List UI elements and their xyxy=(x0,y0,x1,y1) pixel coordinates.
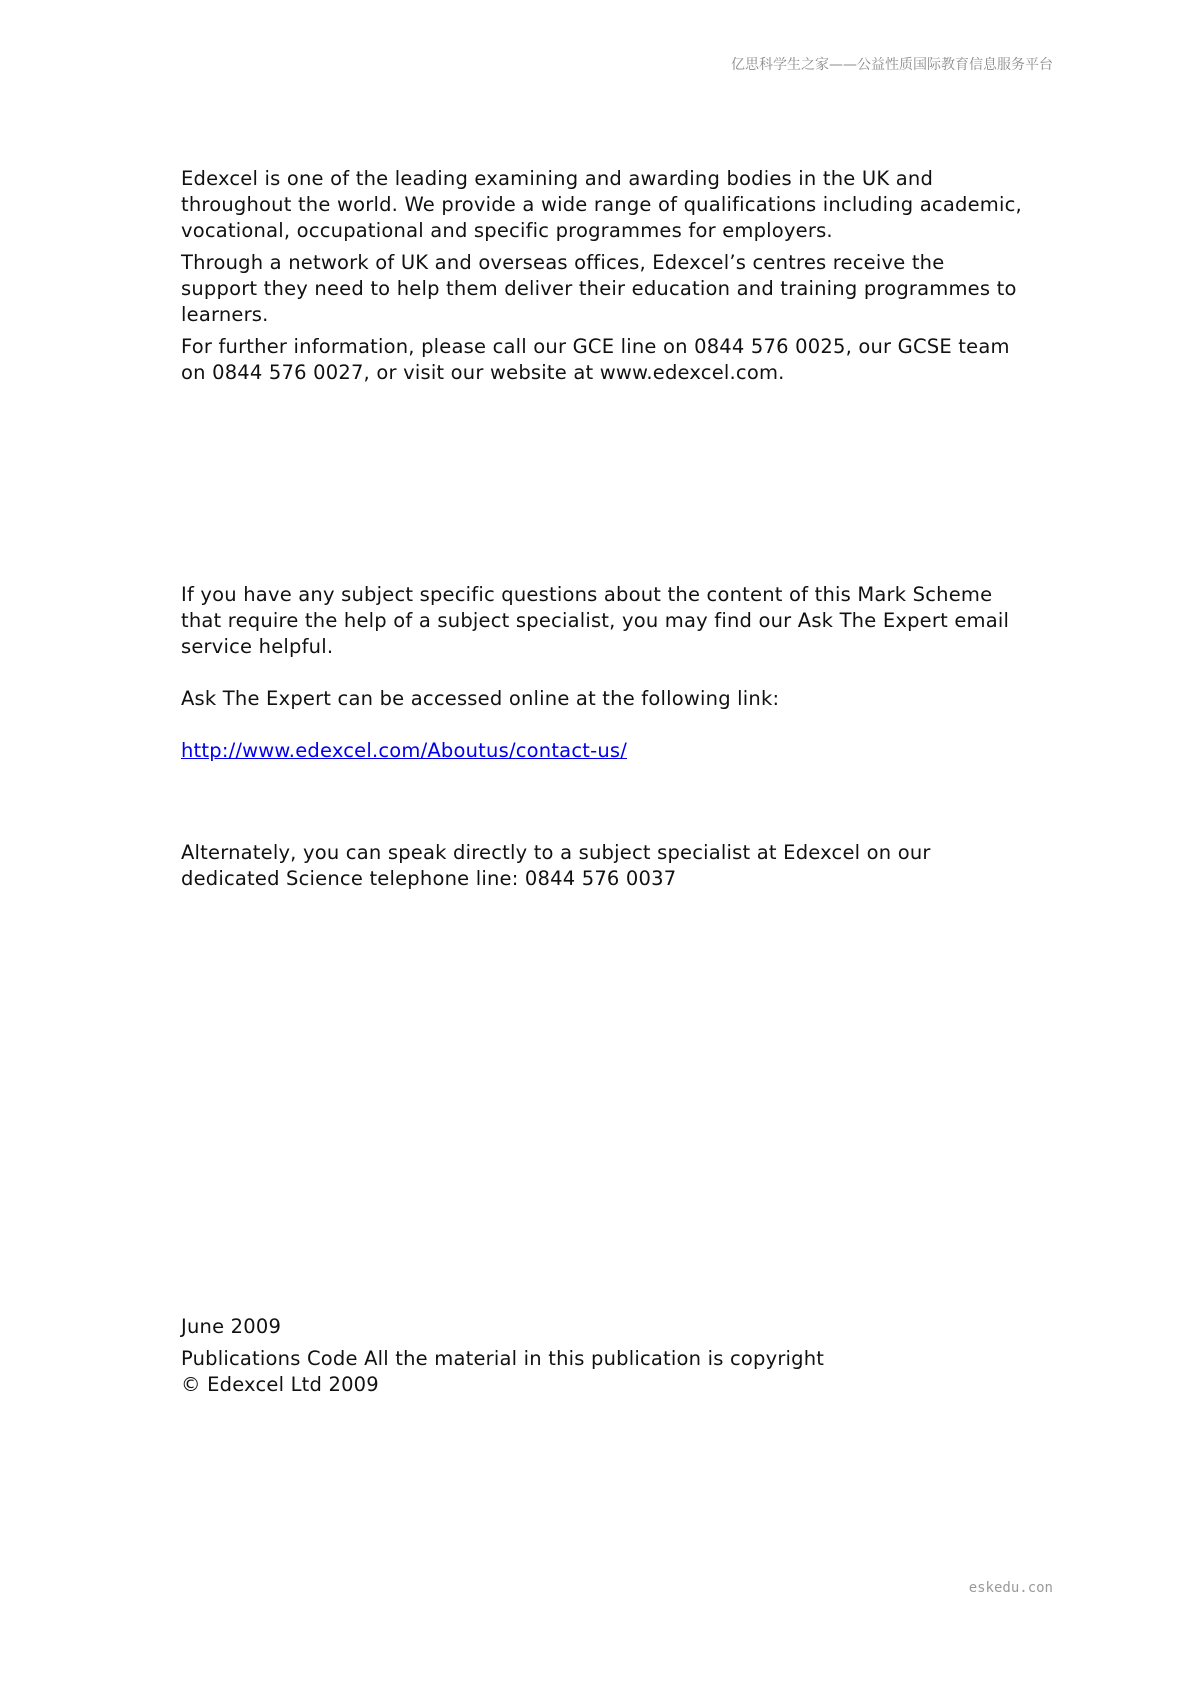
telephone-paragraph: Alternately, you can speak directly to a subject specialist at Edexcel on our dedicated Science telephone line: 0844 576 0037 xyxy=(181,841,931,890)
copyright-notice: © Edexcel Ltd 2009 xyxy=(181,1373,379,1396)
telephone-section xyxy=(181,840,1026,892)
intro-paragraph-about: Edexcel is one of the leading examining and awarding bodies in the UK and throughout the world. We provide a wide range of qualifications including academic, vocational, occupational and specific programmes for employers. xyxy=(181,167,1022,242)
ask-the-expert-link[interactable]: http://www.edexcel.com/Aboutus/contact-us/ xyxy=(181,739,628,762)
expert-paragraph-questions: If you have any subject specific questions about the content of this Mark Scheme that require the help of a subject specialist, you may find our Ask The Expert email service helpful. xyxy=(181,583,1010,658)
expert-paragraph-access: Ask The Expert can be accessed online at the following link: xyxy=(181,687,780,710)
publication-info xyxy=(181,1314,1026,1398)
expert-link-line xyxy=(181,738,1026,764)
publication-code: Publications Code All the material in this publication is copyright xyxy=(181,1347,825,1370)
intro-section xyxy=(181,166,1026,386)
intro-paragraph-network: Through a network of UK and overseas offices, Edexcel’s centres receive the support they need to help them deliver their education and training programmes to learners. xyxy=(181,251,1017,326)
intro-paragraph-contact: For further information, please call our GCE line on 0844 576 0025, our GCSE team on 0844 576 0027, or visit our website at www.edexcel.com. xyxy=(181,335,1010,384)
publication-date: June 2009 xyxy=(181,1315,282,1338)
ask-the-expert-section xyxy=(181,582,1026,764)
header-watermark: 亿思科学生之家——公益性质国际教育信息服务平台 xyxy=(731,57,1053,73)
footer-watermark: eskedu.con xyxy=(968,1580,1053,1596)
